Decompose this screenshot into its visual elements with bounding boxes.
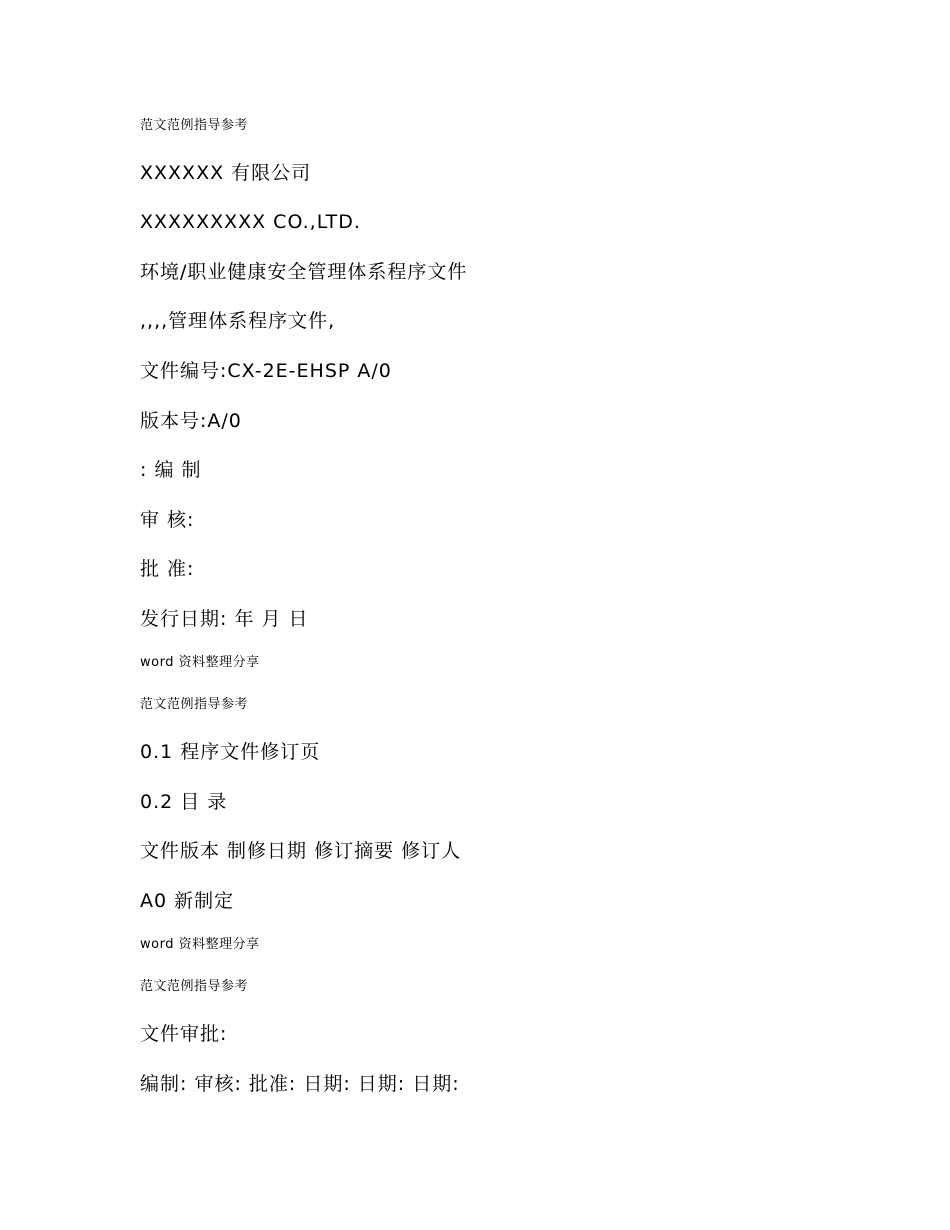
approval-heading: 文件审批: xyxy=(140,1023,228,1045)
page-header-text: 范文范例指导参考 xyxy=(140,118,249,133)
page-header-text: 范文范例指导参考 xyxy=(140,697,249,712)
document-number: 文件编号:CX-2E-EHSP A/0 xyxy=(140,360,392,382)
revision-table-row: A0 新制定 xyxy=(140,890,235,912)
page-footer-text: word 资料整理分享 xyxy=(140,937,260,952)
document-subtitle: ,,,,管理体系程序文件, xyxy=(140,310,336,332)
version-number: 版本号:A/0 xyxy=(140,410,242,432)
page-header-text: 范文范例指导参考 xyxy=(140,979,249,994)
page-footer-text: word 资料整理分享 xyxy=(140,655,260,670)
prepared-by-field: : 编 制 xyxy=(140,459,202,481)
approval-signature-fields: 编制: 审核: 批准: 日期: 日期: 日期: xyxy=(140,1073,460,1095)
company-name-en: XXXXXXXXX CO.,LTD. xyxy=(140,211,361,233)
reviewed-by-field: 审 核: xyxy=(140,509,195,531)
approved-by-field: 批 准: xyxy=(140,558,195,580)
section-heading-contents: 0.2 目 录 xyxy=(140,791,228,813)
section-heading-revision: 0.1 程序文件修订页 xyxy=(140,741,321,763)
company-name-cn: XXXXXX 有限公司 xyxy=(140,162,312,184)
document-title: 环境/职业健康安全管理体系程序文件 xyxy=(140,261,468,283)
revision-table-header: 文件版本 制修日期 修订摘要 修订人 xyxy=(140,840,462,862)
issue-date-field: 发行日期: 年 月 日 xyxy=(140,608,309,630)
